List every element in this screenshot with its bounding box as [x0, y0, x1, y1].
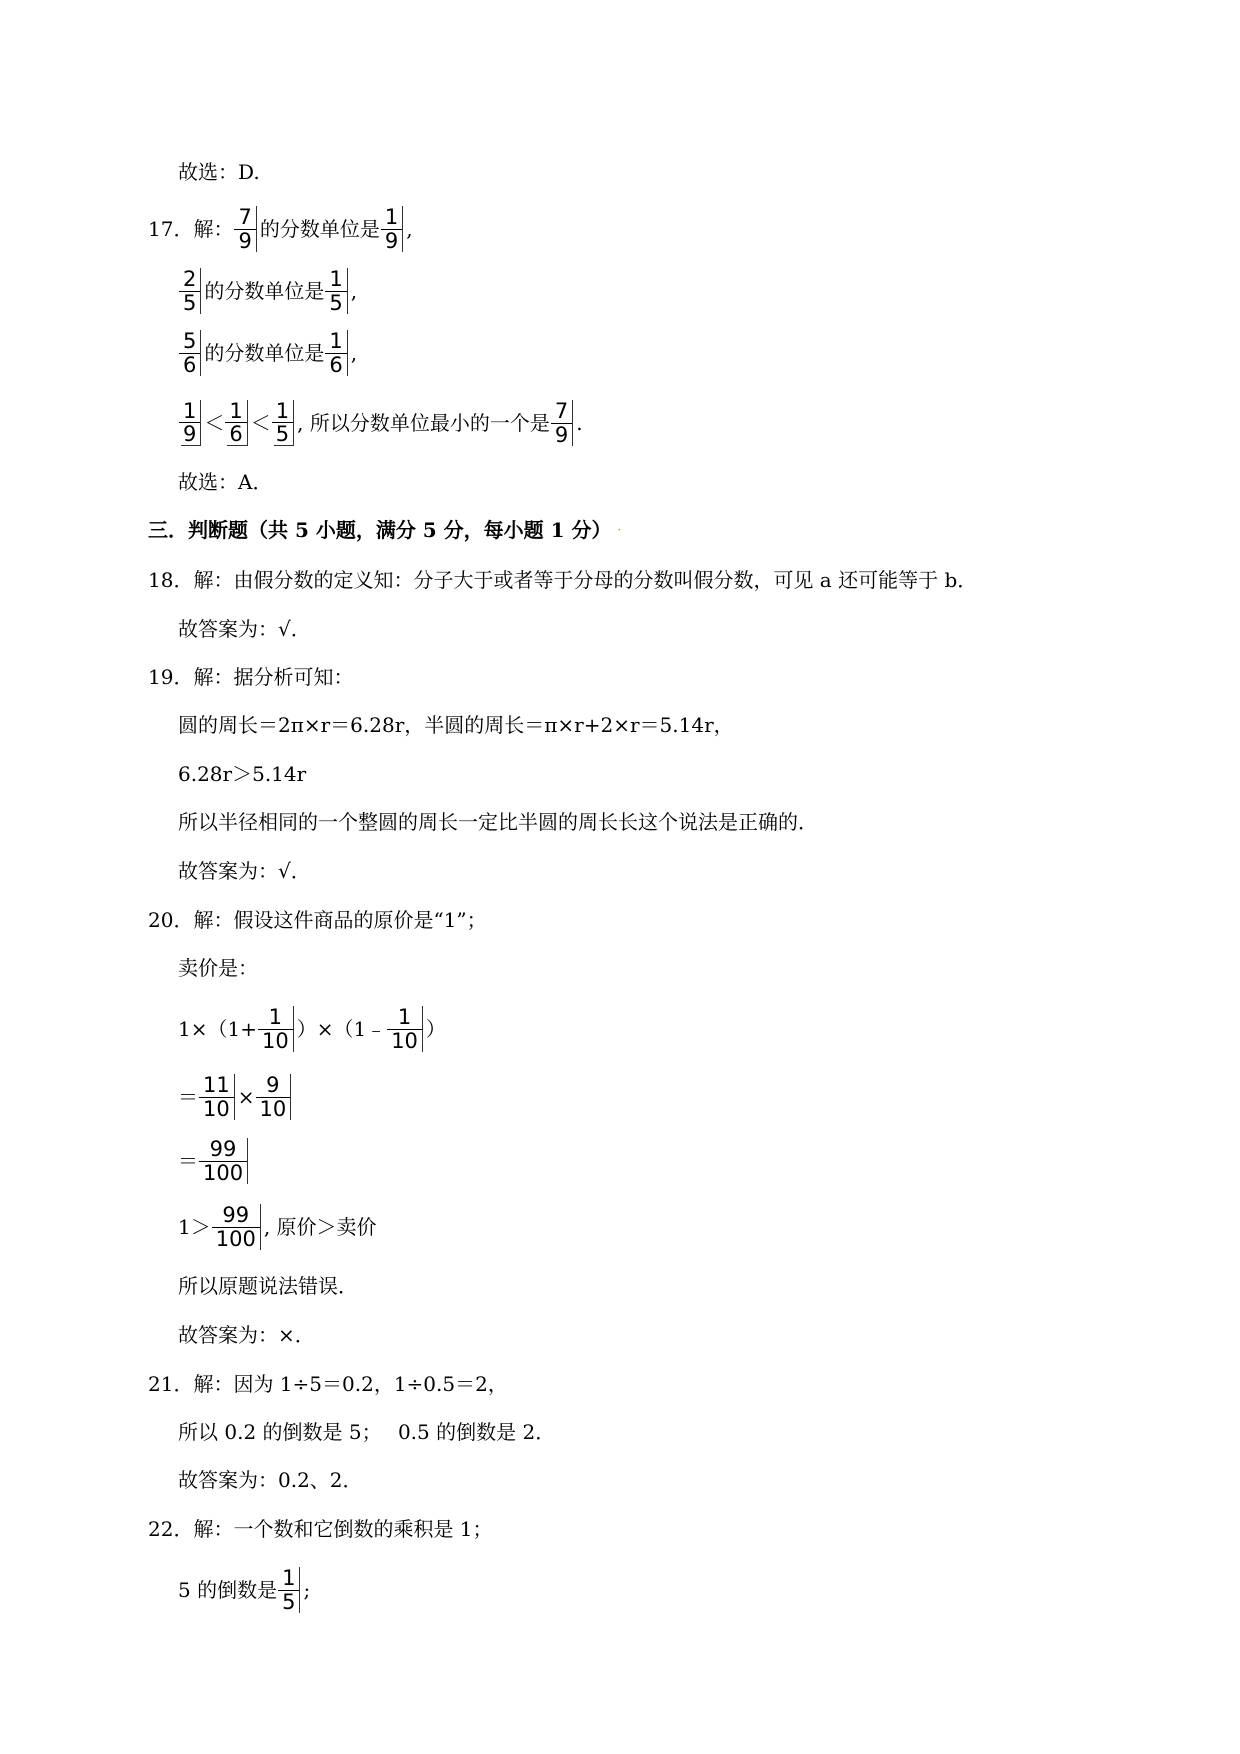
- text: , 原价＞卖价: [263, 1215, 377, 1239]
- q17-answer: [178, 462, 272, 502]
- numerator: 1: [229, 398, 243, 423]
- text: 6.28r＞5.14r: [178, 762, 307, 786]
- text: 所以 0.2 的倒数是 5； 0.5 的倒数是 2．: [178, 1420, 556, 1444]
- denominator: 9: [381, 229, 402, 252]
- text: 故答案为：√．: [178, 617, 311, 641]
- text: 故答案为：×．: [178, 1323, 315, 1347]
- fraction-1-6: [327, 330, 347, 375]
- q18-answer: [178, 609, 311, 649]
- numerator: 2: [183, 267, 197, 292]
- q22-line-a: [178, 1561, 310, 1619]
- denominator: 10: [258, 1029, 293, 1052]
- fraction-99-100: [201, 1138, 248, 1183]
- text: ,: [406, 217, 413, 241]
- fraction-1-10: [389, 1006, 423, 1051]
- denominator: 10: [256, 1097, 291, 1120]
- text: 的分数单位是: [204, 279, 325, 303]
- denominator: 100: [199, 1161, 247, 1184]
- numerator: 9: [266, 1073, 280, 1098]
- q22-line: [148, 1509, 493, 1549]
- text: 1×（1+: [178, 1017, 257, 1041]
- text: 故选：A．: [178, 470, 273, 494]
- fraction-1-5: [280, 1567, 300, 1612]
- q20-step-2: [178, 1132, 251, 1190]
- fraction-7-9: [236, 206, 256, 251]
- text: 卖价是：: [178, 956, 258, 980]
- fraction-11-10: [201, 1074, 235, 1119]
- text: ）: [425, 1017, 446, 1041]
- denominator: 6: [179, 353, 200, 376]
- answer-choice-d: [178, 152, 260, 192]
- q20-conclusion: [178, 1266, 358, 1306]
- fraction-9-10: [258, 1074, 292, 1119]
- fraction-1-9: [383, 206, 403, 251]
- text: 18．解：由假分数的定义知：分子大于或者等于分母的分数叫假分数，可见 a 还可能等于 b．: [148, 568, 978, 592]
- text: 所以半径相同的一个整圆的周长一定比半圆的周长长这个说法是正确的．: [178, 810, 818, 834]
- text: 圆的周长＝2π×r＝6.28r，半圆的周长＝π×r+2×r＝5.14r，: [178, 713, 734, 737]
- q20-line-a: [178, 948, 258, 988]
- q20-step-1: [178, 1068, 294, 1126]
- fraction-1-10: [260, 1006, 294, 1051]
- numerator: 7: [238, 205, 252, 230]
- denominator: 100: [212, 1227, 260, 1250]
- text: 1＞: [178, 1215, 211, 1239]
- numerator: 99: [209, 1137, 237, 1162]
- numerator: 1: [275, 398, 290, 423]
- denominator: 10: [199, 1097, 234, 1120]
- denominator: 6: [225, 422, 246, 445]
- fraction-2-5: [181, 268, 201, 313]
- numerator: 1: [183, 398, 197, 423]
- q19-line: [148, 657, 353, 697]
- times: ×: [237, 1085, 255, 1109]
- fraction-1-5: [274, 400, 294, 446]
- numerator: 1: [384, 205, 399, 230]
- q20-answer: [178, 1315, 315, 1355]
- text: 20．解：假设这件商品的原价是“1”；: [148, 908, 487, 932]
- less-than: ＜: [204, 411, 225, 435]
- q20-compare: [178, 1198, 377, 1256]
- q19-line-c: [178, 802, 818, 842]
- text: ,: [350, 341, 358, 365]
- fraction-1-6: [227, 400, 247, 446]
- denominator: 6: [325, 353, 346, 376]
- equals: ＝: [178, 1149, 198, 1173]
- numerator: 1: [329, 267, 343, 292]
- dot-mark: ·: [617, 523, 622, 537]
- numerator: 1: [282, 1566, 296, 1591]
- numerator: 11: [203, 1073, 230, 1098]
- q19-line-b: [178, 754, 306, 794]
- q17-line-4: [178, 394, 583, 452]
- fraction-1-9: [181, 400, 201, 446]
- q20-line: [148, 900, 487, 940]
- q19-line-a: [178, 705, 734, 745]
- denominator: 5: [272, 422, 293, 445]
- text: ）×（1﹣: [296, 1017, 387, 1041]
- q21-line-a: [178, 1412, 555, 1452]
- fraction-5-6: [181, 330, 201, 375]
- numerator: 99: [222, 1203, 250, 1228]
- text: 的分数单位是: [204, 341, 325, 365]
- denominator: 9: [234, 229, 255, 252]
- denominator: 10: [387, 1029, 422, 1052]
- denominator: 5: [325, 291, 346, 314]
- fraction-1-5: [327, 268, 347, 313]
- denominator: 5: [278, 1590, 299, 1613]
- q20-expression: [178, 1000, 446, 1058]
- q17-line-3: [178, 324, 357, 382]
- text: ;: [303, 1578, 311, 1602]
- equals: ＝: [178, 1085, 198, 1109]
- text: 故选：D.: [178, 160, 260, 184]
- numerator: 7: [554, 399, 569, 424]
- denominator: 9: [179, 422, 200, 445]
- text: , 所以分数单位最小的一个是: [297, 411, 550, 435]
- q21-line: [148, 1364, 508, 1404]
- text: 故答案为：0.2、2．: [178, 1468, 363, 1492]
- q18-line: [148, 560, 977, 600]
- denominator: 5: [179, 291, 200, 314]
- text: 故答案为：√．: [178, 859, 311, 883]
- less-than: ＜: [250, 411, 271, 435]
- q19-answer: [178, 851, 311, 891]
- denominator: 9: [551, 423, 572, 446]
- fraction-99-100: [214, 1204, 261, 1249]
- numerator: 1: [397, 1005, 412, 1030]
- text: 21．解：因为 1÷5＝0.2，1÷0.5＝2，: [148, 1372, 508, 1396]
- text: 5 的倒数是: [178, 1578, 278, 1602]
- text: .: [576, 411, 583, 435]
- text: 19．解：据分析可知：: [148, 665, 354, 689]
- text: 的分数单位是: [259, 217, 380, 241]
- text: 22．解：一个数和它倒数的乘积是 1；: [148, 1517, 493, 1541]
- text: ,: [350, 279, 358, 303]
- text: 所以原题说法错误．: [178, 1274, 358, 1298]
- q17-line-1: [148, 200, 413, 258]
- section-heading: [148, 510, 621, 550]
- question-number: 17．解：: [148, 217, 234, 241]
- fraction-7-9: [553, 400, 573, 445]
- q17-line-2: [178, 262, 357, 320]
- q21-answer: [178, 1460, 363, 1500]
- numerator: 1: [329, 329, 343, 354]
- numerator: 1: [268, 1005, 283, 1030]
- section-title: 三．判断题（共 5 小题，满分 5 分，每小题 1 分）: [148, 518, 612, 542]
- numerator: 5: [183, 329, 197, 354]
